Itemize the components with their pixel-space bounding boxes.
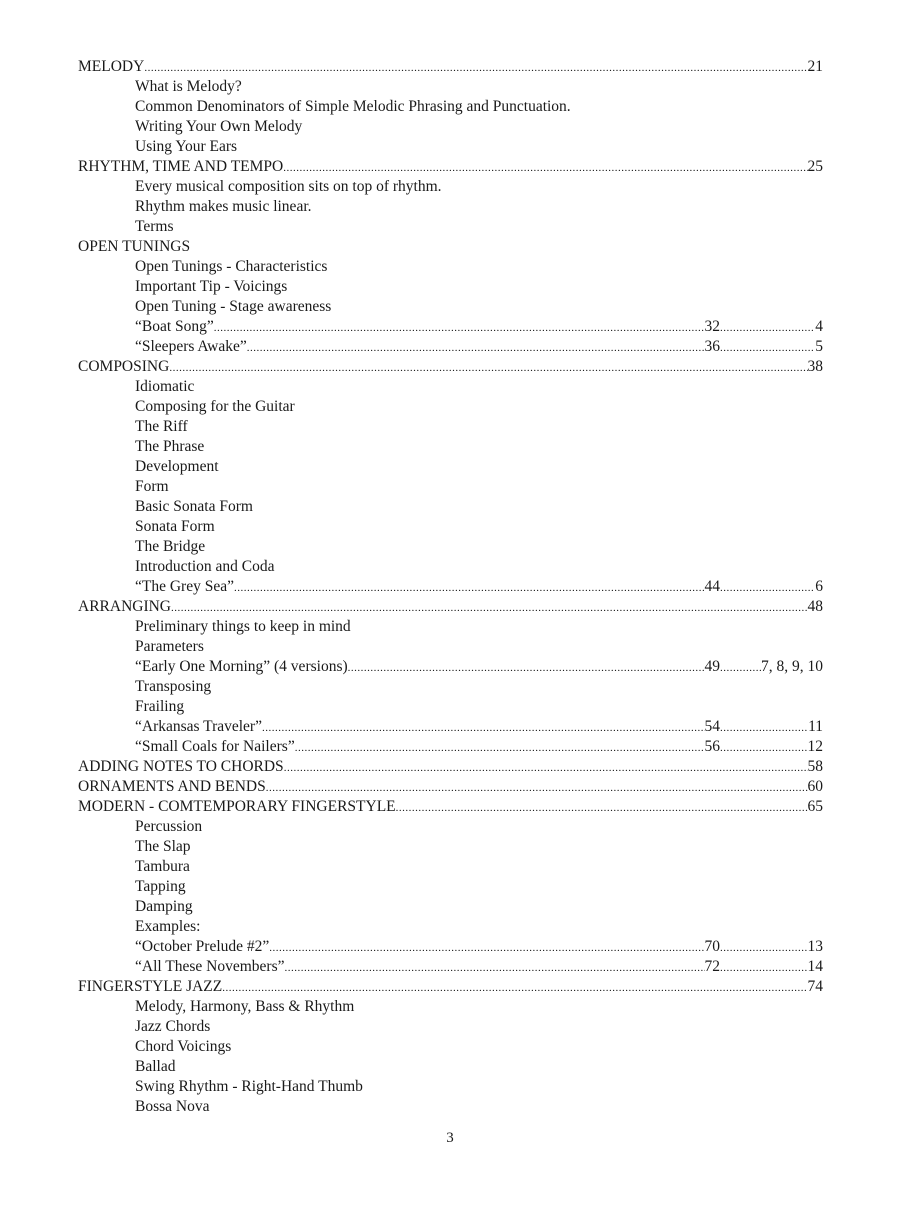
toc-entry-title: Terms: [135, 218, 174, 235]
music-page-number: 7, 8, 9, 10: [761, 658, 823, 675]
toc-entry-title: The Phrase: [135, 438, 205, 455]
text-page-number: 44: [704, 578, 720, 595]
text-page-number: 54: [704, 718, 720, 735]
toc-subentry: [78, 297, 823, 317]
text-page-number: 49: [704, 658, 720, 675]
music-page-number: 12: [807, 738, 823, 755]
text-page-number: 32: [704, 318, 720, 335]
toc-entry-title: COMPOSING: [78, 358, 170, 375]
toc-entry-title: Preliminary things to keep in mind: [135, 618, 351, 635]
toc-entry-title: Parameters: [135, 638, 204, 655]
toc-subentry: [78, 1057, 823, 1077]
toc-entry-title: Open Tunings - Characteristics: [135, 258, 328, 275]
toc-subentry: [78, 997, 823, 1017]
toc-entry-title: Introduction and Coda: [135, 558, 275, 575]
text-page-number: 70: [704, 938, 720, 955]
toc-entry-title: “All These Novembers”: [135, 958, 285, 975]
dot-leader: [285, 957, 705, 978]
dot-leader: [262, 717, 705, 738]
dot-leader: [144, 57, 807, 78]
toc-entry-title: The Bridge: [135, 538, 206, 555]
toc-subentry: [78, 937, 823, 957]
toc-section: [78, 597, 823, 617]
toc-entry-title: FINGERSTYLE JAZZ: [78, 978, 223, 995]
dot-leader: [720, 717, 808, 738]
toc-subentry: [78, 177, 823, 197]
toc-entry-title: Chord Voicings: [135, 1038, 232, 1055]
toc-subentry: [78, 477, 823, 497]
toc-entry-title: The Riff: [135, 418, 188, 435]
dot-leader: [234, 577, 705, 598]
toc-subentry: [78, 837, 823, 857]
toc-entry-title: “October Prelude #2”: [135, 938, 270, 955]
music-page-number: 6: [815, 578, 823, 595]
text-page-number: 56: [704, 738, 720, 755]
toc-subentry: [78, 457, 823, 477]
dot-leader: [720, 577, 815, 598]
toc-entry-title: Examples:: [135, 918, 201, 935]
toc-section: [78, 777, 823, 797]
toc-subentry: [78, 197, 823, 217]
toc-section: [78, 157, 823, 177]
dot-leader: [720, 737, 808, 758]
toc-subentry: [78, 897, 823, 917]
toc-entry-title: Rhythm makes music linear.: [135, 198, 312, 215]
toc-entry-title: RHYTHM, TIME AND TEMPO: [78, 158, 284, 175]
toc-entry-title: Sonata Form: [135, 518, 215, 535]
toc-subentry: [78, 637, 823, 657]
toc-entry-title: “Sleepers Awake”: [135, 338, 247, 355]
toc-entry-title: OPEN TUNINGS: [78, 238, 191, 255]
toc-section: [78, 57, 823, 77]
toc-subentry: [78, 517, 823, 537]
dot-leader: [284, 757, 808, 778]
toc-section: [78, 797, 823, 817]
text-page-number: 48: [807, 598, 823, 615]
dot-leader: [348, 657, 705, 678]
toc-subentry: [78, 1037, 823, 1057]
toc-entry-title: Writing Your Own Melody: [135, 118, 303, 135]
toc-section: [78, 357, 823, 377]
toc-entry-title: Transposing: [135, 678, 212, 695]
dot-leader: [720, 937, 808, 958]
toc-subentry: [78, 117, 823, 137]
toc-entry-title: Idiomatic: [135, 378, 195, 395]
dot-leader: [720, 657, 761, 678]
text-page-number: 25: [807, 158, 823, 175]
toc-subentry: [78, 317, 823, 337]
dot-leader: [283, 157, 807, 178]
toc-subentry: [78, 1097, 823, 1117]
toc-entry-title: Frailing: [135, 698, 185, 715]
table-of-contents: [78, 57, 823, 1117]
dot-leader: [222, 977, 807, 998]
toc-entry-title: Bossa Nova: [135, 1098, 210, 1115]
toc-section: [78, 977, 823, 997]
toc-subentry: [78, 277, 823, 297]
toc-section: [78, 237, 823, 257]
toc-entry-title: Important Tip - Voicings: [135, 278, 288, 295]
text-page-number: 72: [704, 958, 720, 975]
dot-leader: [396, 797, 808, 818]
toc-entry-title: “The Grey Sea”: [135, 578, 234, 595]
toc-subentry: [78, 697, 823, 717]
toc-entry-title: Tambura: [135, 858, 190, 875]
toc-entry-title: Ballad: [135, 1058, 176, 1075]
toc-subentry: [78, 1017, 823, 1037]
text-page-number: 60: [807, 778, 823, 795]
toc-entry-title: Damping: [135, 898, 193, 915]
toc-entry-title: MODERN - COMTEMPORARY FINGERSTYLE: [78, 798, 396, 815]
toc-subentry: [78, 77, 823, 97]
dot-leader: [171, 597, 808, 618]
toc-subentry: [78, 617, 823, 637]
toc-subentry: [78, 137, 823, 157]
toc-entry-title: Common Denominators of Simple Melodic Phrasing and Punctuation.: [135, 98, 571, 115]
toc-subentry: [78, 857, 823, 877]
dot-leader: [169, 357, 807, 378]
toc-entry-title: MELODY: [78, 58, 145, 75]
toc-subentry: [78, 577, 823, 597]
text-page-number: 65: [807, 798, 823, 815]
dot-leader: [266, 777, 808, 798]
toc-subentry: [78, 917, 823, 937]
toc-entry-title: Every musical composition sits on top of rhythm.: [135, 178, 442, 195]
toc-subentry: [78, 737, 823, 757]
text-page-number: 21: [807, 58, 823, 75]
toc-subentry: [78, 677, 823, 697]
toc-entry-title: Percussion: [135, 818, 203, 835]
toc-subentry: [78, 97, 823, 117]
music-page-number: 5: [815, 338, 823, 355]
toc-subentry: [78, 497, 823, 517]
toc-entry-title: ORNAMENTS AND BENDS: [78, 778, 266, 795]
toc-subentry: [78, 217, 823, 237]
text-page-number: 36: [704, 338, 720, 355]
dot-leader: [720, 337, 815, 358]
toc-entry-title: Form: [135, 478, 169, 495]
text-page-number: 38: [807, 358, 823, 375]
dot-leader: [247, 337, 705, 358]
toc-subentry: [78, 337, 823, 357]
toc-section: [78, 757, 823, 777]
toc-entry-title: ARRANGING: [78, 598, 171, 615]
toc-entry-title: “Small Coals for Nailers”: [135, 738, 295, 755]
toc-entry-title: “Boat Song”: [135, 318, 214, 335]
toc-entry-title: The Slap: [135, 838, 191, 855]
dot-leader: [214, 317, 705, 338]
toc-entry-title: Composing for the Guitar: [135, 398, 295, 415]
text-page-number: 58: [807, 758, 823, 775]
toc-subentry: [78, 817, 823, 837]
toc-subentry: [78, 417, 823, 437]
music-page-number: 4: [815, 318, 823, 335]
music-page-number: 11: [808, 718, 823, 735]
toc-subentry: [78, 657, 823, 677]
dot-leader: [269, 937, 704, 958]
dot-leader: [295, 737, 705, 758]
toc-entry-title: “Early One Morning” (4 versions): [135, 658, 348, 675]
music-page-number: 14: [807, 958, 823, 975]
toc-entry-title: Tapping: [135, 878, 186, 895]
toc-subentry: [78, 877, 823, 897]
toc-subentry: [78, 377, 823, 397]
toc-subentry: [78, 557, 823, 577]
page-number: 3: [446, 1130, 454, 1146]
toc-entry-title: Open Tuning - Stage awareness: [135, 298, 332, 315]
toc-subentry: [78, 717, 823, 737]
toc-entry-title: Jazz Chords: [135, 1018, 211, 1035]
toc-entry-title: ADDING NOTES TO CHORDS: [78, 758, 284, 775]
toc-entry-title: Swing Rhythm - Right-Hand Thumb: [135, 1078, 363, 1095]
toc-entry-title: Development: [135, 458, 219, 475]
dot-leader: [720, 957, 808, 978]
toc-subentry: [78, 437, 823, 457]
toc-entry-title: Basic Sonata Form: [135, 498, 253, 515]
toc-entry-title: “Arkansas Traveler”: [135, 718, 262, 735]
music-page-number: 13: [807, 938, 823, 955]
toc-subentry: [78, 537, 823, 557]
toc-entry-title: What is Melody?: [135, 78, 242, 95]
toc-subentry: [78, 397, 823, 417]
toc-subentry: [78, 957, 823, 977]
toc-entry-title: Using Your Ears: [135, 138, 238, 155]
toc-subentry: [78, 1077, 823, 1097]
text-page-number: 74: [807, 978, 823, 995]
toc-subentry: [78, 257, 823, 277]
dot-leader: [720, 317, 815, 338]
toc-entry-title: Melody, Harmony, Bass & Rhythm: [135, 998, 355, 1015]
